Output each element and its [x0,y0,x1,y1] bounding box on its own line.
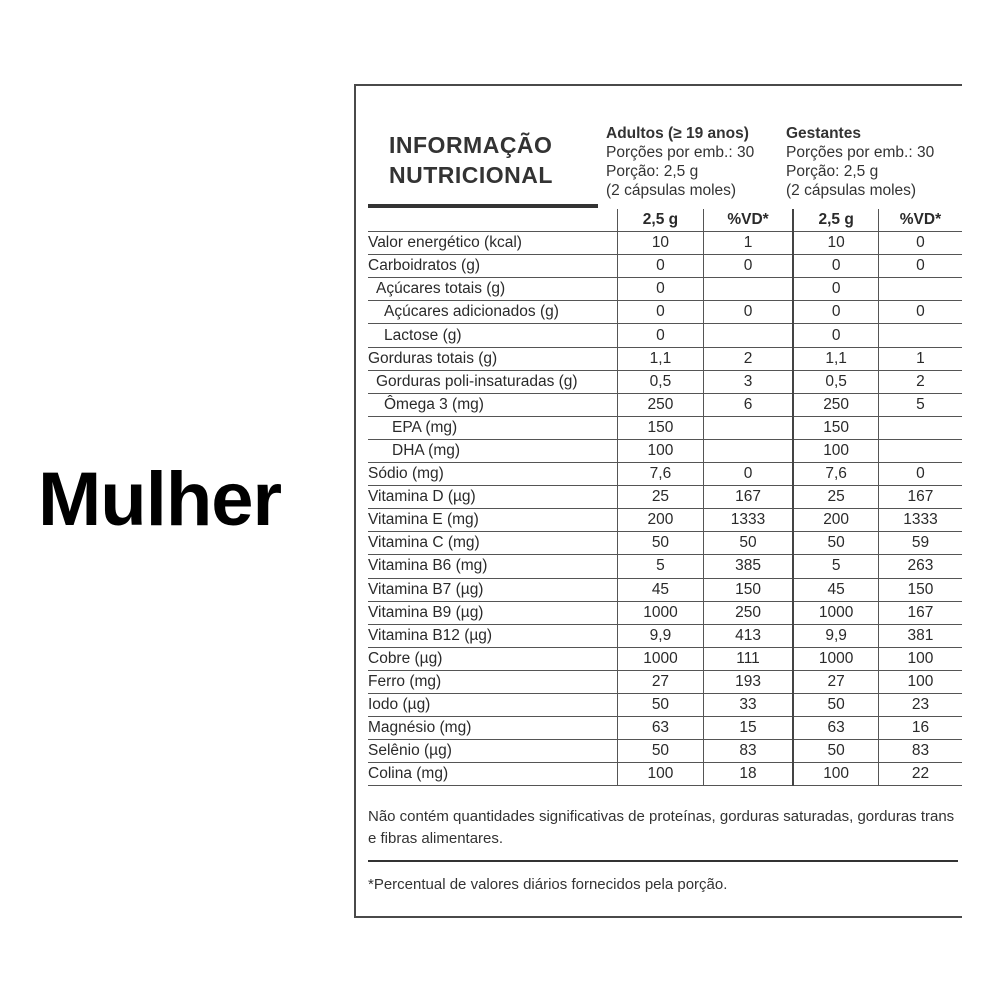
pregnant-amount-cell: 0,5 [793,370,878,393]
pregnant-amount-cell: 45 [793,578,878,601]
nutrient-name: Selênio (µg) [368,740,618,763]
adult-amount-cell: 1,1 [618,347,703,370]
col-header-adult-vd: %VD* [703,209,793,232]
pregnant-column-header [786,124,934,200]
nutrient-name: Magnésio (mg) [368,717,618,740]
pregnant-vd-cell: 16 [878,717,962,740]
adult-amount-cell: 1000 [618,647,703,670]
nutrient-name: EPA (mg) [368,416,618,439]
adult-vd-cell: 1 [703,232,793,255]
pregnant-vd-cell: 100 [878,647,962,670]
pregnant-amount-cell: 9,9 [793,624,878,647]
nutrient-name: Vitamina B12 (µg) [368,624,618,647]
pregnant-servings: Porções por emb.: 30 [786,144,935,161]
adult-vd-cell: 0 [703,255,793,278]
pregnant-vd-cell: 150 [878,578,962,601]
title-line-2: NUTRICIONAL [389,162,553,188]
pregnant-vd-cell: 59 [878,532,962,555]
col-header-pregnant-vd: %VD* [878,209,962,232]
pregnant-amount-cell: 150 [793,416,878,439]
adult-amount-cell: 50 [618,532,703,555]
pregnant-amount-cell: 0 [793,278,878,301]
adult-vd-cell: 83 [703,740,793,763]
col-header-adult-amount: 2,5 g [618,209,703,232]
adult-vd-cell: 33 [703,693,793,716]
pregnant-vd-cell: 100 [878,670,962,693]
adult-amount-cell: 200 [618,509,703,532]
adult-vd-cell: 0 [703,463,793,486]
adults-column-header [606,124,754,200]
pregnant-amount-cell: 5 [793,555,878,578]
adult-vd-cell: 6 [703,393,793,416]
adult-amount-cell: 7,6 [618,463,703,486]
adult-vd-cell: 167 [703,486,793,509]
adult-amount-cell: 25 [618,486,703,509]
pregnant-amount-cell: 63 [793,717,878,740]
table-row [368,693,962,716]
table-row [368,532,962,555]
nutrient-name: Carboidratos (g) [368,255,618,278]
pregnant-vd-cell: 1333 [878,509,962,532]
pregnant-amount-cell: 50 [793,532,878,555]
pregnant-amount-cell: 100 [793,763,878,786]
table-row [368,255,962,278]
nutrition-table [368,209,962,786]
adult-vd-cell: 50 [703,532,793,555]
pregnant-amount-cell: 100 [793,439,878,462]
pregnant-amount-cell: 0 [793,301,878,324]
table-row [368,647,962,670]
nutrient-name: Ômega 3 (mg) [368,393,618,416]
adult-amount-cell: 0 [618,278,703,301]
pregnant-amount-cell: 50 [793,693,878,716]
pregnant-vd-cell: 0 [878,301,962,324]
adult-vd-cell: 250 [703,601,793,624]
adult-amount-cell: 100 [618,763,703,786]
pregnant-vd-cell: 0 [878,255,962,278]
table-row [368,278,962,301]
nutrient-name: Vitamina B6 (mg) [368,555,618,578]
nutrition-note: Não contém quantidades significativas de proteínas, gorduras saturadas, gorduras trans e fibras alimentares. [368,808,955,847]
nutrient-name: Vitamina B7 (µg) [368,578,618,601]
nutrient-name: Cobre (µg) [368,647,618,670]
pregnant-portion: Porção: 2,5 g [786,163,879,180]
pregnant-amount-cell: 7,6 [793,463,878,486]
nutrient-name: Vitamina C (mg) [368,532,618,555]
adult-amount-cell: 45 [618,578,703,601]
pregnant-heading: Gestantes [786,125,861,142]
pregnant-vd-cell: 22 [878,763,962,786]
adult-amount-cell: 150 [618,416,703,439]
table-row [368,763,962,786]
adult-vd-cell [703,439,793,462]
table-row [368,555,962,578]
pregnant-vd-cell [878,416,962,439]
adult-vd-cell [703,324,793,347]
table-header-row [368,209,962,232]
adult-amount-cell: 0 [618,255,703,278]
adult-amount-cell: 9,9 [618,624,703,647]
table-row [368,347,962,370]
adults-servings: Porções por emb.: 30 [606,144,755,161]
nutrient-name: Colina (mg) [368,763,618,786]
table-row [368,717,962,740]
table-row [368,416,962,439]
adults-portion: Porção: 2,5 g [606,163,699,180]
pregnant-vd-cell: 0 [878,232,962,255]
nutrient-name: Lactose (g) [368,324,618,347]
adults-capsules: (2 cápsulas moles) [606,182,737,199]
table-row [368,301,962,324]
adult-amount-cell: 10 [618,232,703,255]
table-row [368,324,962,347]
table-row [368,463,962,486]
adult-amount-cell: 50 [618,740,703,763]
adult-amount-cell: 0 [618,301,703,324]
table-row [368,670,962,693]
adult-amount-cell: 5 [618,555,703,578]
table-row [368,740,962,763]
table-row [368,578,962,601]
adult-amount-cell: 250 [618,393,703,416]
adult-amount-cell: 0 [618,324,703,347]
table-row [368,439,962,462]
adult-amount-cell: 0,5 [618,370,703,393]
pregnant-vd-cell [878,324,962,347]
nutrient-name: Vitamina E (mg) [368,509,618,532]
adult-vd-cell: 385 [703,555,793,578]
side-label: Mulher [38,457,282,542]
pregnant-capsules: (2 cápsulas moles) [786,182,917,199]
pregnant-amount-cell: 25 [793,486,878,509]
pregnant-amount-cell: 1,1 [793,347,878,370]
nutrient-name: Vitamina B9 (µg) [368,601,618,624]
table-row [368,601,962,624]
table-row [368,486,962,509]
pregnant-vd-cell: 0 [878,463,962,486]
adult-vd-cell: 193 [703,670,793,693]
pregnant-vd-cell: 5 [878,393,962,416]
adult-amount-cell: 100 [618,439,703,462]
adult-amount-cell: 1000 [618,601,703,624]
pregnant-amount-cell: 27 [793,670,878,693]
adult-vd-cell: 1333 [703,509,793,532]
adult-vd-cell: 111 [703,647,793,670]
nutrient-name: Gorduras poli-insaturadas (g) [368,370,618,393]
adult-vd-cell: 2 [703,347,793,370]
vd-footnote: *Percentual de valores diários fornecidos pela porção. [368,876,728,893]
nutrition-title [389,130,553,190]
adult-vd-cell: 15 [703,717,793,740]
pregnant-amount-cell: 0 [793,255,878,278]
pregnant-vd-cell: 23 [878,693,962,716]
nutrient-name: Açúcares totais (g) [368,278,618,301]
header-divider [368,204,598,208]
adults-heading: Adultos (≥ 19 anos) [606,125,749,142]
table-row [368,370,962,393]
pregnant-amount-cell: 0 [793,324,878,347]
pregnant-vd-cell: 83 [878,740,962,763]
adult-vd-cell: 0 [703,301,793,324]
pregnant-amount-cell: 10 [793,232,878,255]
pregnant-vd-cell: 1 [878,347,962,370]
table-row [368,509,962,532]
nutrient-name: Valor energético (kcal) [368,232,618,255]
adult-vd-cell: 413 [703,624,793,647]
adult-vd-cell [703,416,793,439]
pregnant-vd-cell: 167 [878,601,962,624]
pregnant-amount-cell: 1000 [793,601,878,624]
pregnant-amount-cell: 50 [793,740,878,763]
title-line-1: INFORMAÇÃO [389,132,553,158]
pregnant-amount-cell: 200 [793,509,878,532]
adult-vd-cell: 150 [703,578,793,601]
pregnant-vd-cell: 381 [878,624,962,647]
nutrition-facts-panel [354,84,962,918]
adult-vd-cell: 18 [703,763,793,786]
nutrient-name: Sódio (mg) [368,463,618,486]
adult-vd-cell [703,278,793,301]
pregnant-amount-cell: 250 [793,393,878,416]
adult-vd-cell: 3 [703,370,793,393]
nutrient-name: Iodo (µg) [368,693,618,716]
adult-amount-cell: 50 [618,693,703,716]
table-row [368,624,962,647]
pregnant-vd-cell [878,439,962,462]
nutrient-name: DHA (mg) [368,439,618,462]
table-row [368,393,962,416]
nutrient-name: Gorduras totais (g) [368,347,618,370]
footer-divider [368,860,958,862]
pregnant-vd-cell: 2 [878,370,962,393]
table-row [368,232,962,255]
adult-amount-cell: 63 [618,717,703,740]
nutrient-name: Ferro (mg) [368,670,618,693]
pregnant-vd-cell: 167 [878,486,962,509]
nutrient-name: Vitamina D (µg) [368,486,618,509]
pregnant-vd-cell [878,278,962,301]
nutrient-name: Açúcares adicionados (g) [368,301,618,324]
col-header-pregnant-amount: 2,5 g [793,209,878,232]
pregnant-vd-cell: 263 [878,555,962,578]
pregnant-amount-cell: 1000 [793,647,878,670]
adult-amount-cell: 27 [618,670,703,693]
